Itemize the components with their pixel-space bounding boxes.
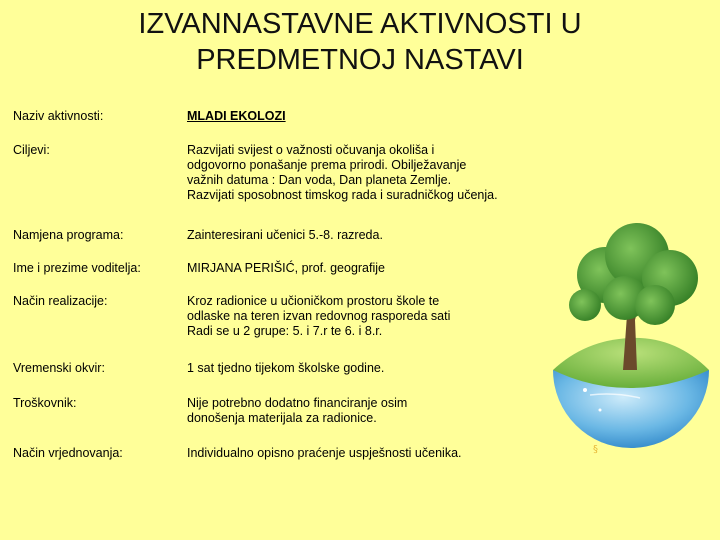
label-vremenski-okvir: Vremenski okvir: — [13, 361, 105, 375]
value-line: odlaske na teren izvan redovnog rasporeda sati — [187, 309, 451, 323]
value-line: donošenja materijala za radionice. — [187, 411, 377, 425]
title-line-1: IZVANNASTAVNE AKTIVNOSTI U — [138, 8, 582, 40]
value-namjena-programa — [187, 228, 547, 243]
label-namjena-programa: Namjena programa: — [13, 228, 124, 242]
value-voditelj — [187, 261, 547, 276]
value-line: 1 sat tjedno tijekom školske godine. — [187, 361, 385, 375]
value-nacin-realizacije — [187, 294, 547, 339]
value-troskovnik — [187, 396, 547, 426]
title-line-2: PREDMETNOJ NASTAVI — [196, 44, 524, 76]
value-line: MLADI EKOLOZI — [187, 109, 286, 123]
value-line: važnih datuma : Dan voda, Dan planeta Zemlje. — [187, 173, 452, 187]
value-naziv-aktivnosti — [187, 109, 547, 124]
label-naziv-aktivnosti: Naziv aktivnosti: — [13, 109, 104, 123]
label-voditelj: Ime i prezime voditelja: — [13, 261, 141, 275]
value-line: MIRJANA PERIŠIĆ, prof. geografije — [187, 261, 385, 275]
value-line: Kroz radionice u učioničkom prostoru škole te — [187, 294, 440, 308]
value-line: Radi se u 2 grupe: 5. i 7.r te 6. i 8.r. — [187, 324, 383, 338]
value-vremenski-okvir — [187, 361, 547, 376]
value-line: Individualno opisno praćenje uspješnosti učenika. — [187, 446, 462, 460]
label-nacin-vrjednovanja: Način vrjednovanja: — [13, 446, 123, 460]
label-troskovnik: Troškovnik: — [13, 396, 77, 410]
value-line: Zainteresirani učenici 5.-8. razreda. — [187, 228, 383, 242]
globe-tree-icon — [545, 220, 715, 470]
value-line: odgovorno ponašanje prema prirodi. Obilježavanje — [187, 158, 467, 172]
page-title — [0, 6, 720, 78]
value-nacin-vrjednovanja — [187, 446, 547, 461]
value-line: Nije potrebno dodatno financiranje osim — [187, 396, 408, 410]
label-ciljevi: Ciljevi: — [13, 143, 50, 157]
svg-text:§: § — [593, 444, 598, 455]
value-line: Razvijati sposobnost timskog rada i suradničkog učenja. — [187, 188, 498, 202]
value-line: Razvijati svijest o važnosti očuvanja okoliša i — [187, 143, 435, 157]
label-nacin-realizacije: Način realizacije: — [13, 294, 108, 308]
value-ciljevi — [187, 143, 547, 203]
